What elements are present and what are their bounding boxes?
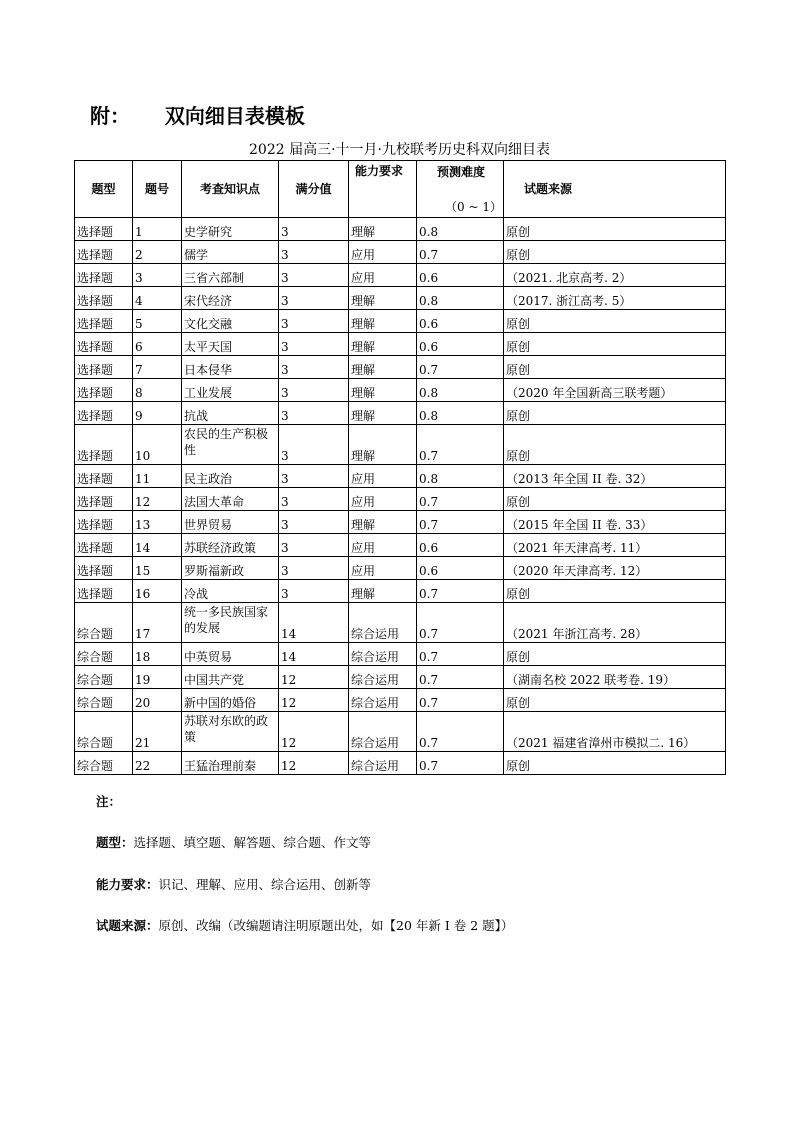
cell-score: 3: [279, 310, 349, 333]
cell-difficulty: 0.7: [417, 356, 504, 379]
cell-type: 选择题: [75, 557, 133, 580]
cell-knowledge: 宋代经济: [182, 287, 279, 310]
table-row: [75, 752, 726, 775]
header-type: 题型: [75, 161, 133, 218]
cell-score: 3: [279, 511, 349, 534]
cell-number: 16: [133, 580, 182, 603]
cell-difficulty: 0.7: [417, 603, 504, 643]
header-source: 试题来源: [504, 161, 726, 218]
cell-score: 12: [279, 666, 349, 689]
header-number: 题号: [133, 161, 182, 218]
cell-number: 17: [133, 603, 182, 643]
cell-difficulty: 0.7: [417, 752, 504, 775]
cell-knowledge: 抗战: [182, 402, 279, 425]
cell-difficulty: 0.7: [417, 425, 504, 465]
cell-source: 原创: [504, 333, 726, 356]
table-row: [75, 333, 726, 356]
cell-source: 原创: [504, 310, 726, 333]
table-row: [75, 218, 726, 241]
table-row: [75, 557, 726, 580]
cell-type: 综合题: [75, 643, 133, 666]
cell-source: 原创: [504, 241, 726, 264]
cell-type: 选择题: [75, 534, 133, 557]
cell-ability: 理解: [349, 218, 417, 241]
cell-ability: 应用: [349, 264, 417, 287]
header-ability: 能力要求: [349, 161, 417, 218]
cell-source: （2017. 浙江高考. 5）: [504, 287, 726, 310]
header-difficulty-range: （0 ~ 1）: [445, 200, 502, 214]
heading-prefix: 附：: [90, 104, 130, 128]
cell-knowledge: 工业发展: [182, 379, 279, 402]
cell-source: 原创: [504, 643, 726, 666]
cell-number: 12: [133, 488, 182, 511]
cell-source: （湖南名校 2022 联考卷. 19）: [504, 666, 726, 689]
cell-type: 选择题: [75, 241, 133, 264]
cell-knowledge: 冷战: [182, 580, 279, 603]
cell-difficulty: 0.7: [417, 689, 504, 712]
cell-score: 3: [279, 580, 349, 603]
cell-type: 选择题: [75, 356, 133, 379]
cell-score: 3: [279, 379, 349, 402]
note-type-label: 题型：: [96, 835, 134, 850]
cell-number: 9: [133, 402, 182, 425]
cell-difficulty: 0.7: [417, 511, 504, 534]
table-row: [75, 356, 726, 379]
note-ability: [96, 875, 371, 893]
cell-source: 原创: [504, 402, 726, 425]
cell-ability: 综合运用: [349, 752, 417, 775]
specification-table: [74, 160, 726, 775]
cell-score: 14: [279, 603, 349, 643]
notes-title: 注：: [96, 794, 122, 809]
cell-knowledge: 民主政治: [182, 465, 279, 488]
table-row: [75, 603, 726, 643]
cell-score: 12: [279, 689, 349, 712]
cell-ability: 应用: [349, 557, 417, 580]
cell-knowledge: 儒学: [182, 241, 279, 264]
cell-ability: 综合运用: [349, 603, 417, 643]
cell-type: 综合题: [75, 712, 133, 752]
note-source: [96, 916, 513, 934]
note-ability-text: 识记、理解、应用、综合运用、创新等: [158, 877, 372, 892]
table-row: [75, 666, 726, 689]
table-row: [75, 287, 726, 310]
cell-ability: 理解: [349, 310, 417, 333]
cell-type: 选择题: [75, 218, 133, 241]
cell-number: 1: [133, 218, 182, 241]
cell-ability: 理解: [349, 287, 417, 310]
cell-source: （2021 年天津高考. 11）: [504, 534, 726, 557]
cell-knowledge: 王猛治理前秦: [182, 752, 279, 775]
cell-source: 原创: [504, 752, 726, 775]
cell-number: 15: [133, 557, 182, 580]
cell-ability: 应用: [349, 488, 417, 511]
cell-score: 3: [279, 356, 349, 379]
table-row: [75, 310, 726, 333]
cell-type: 选择题: [75, 511, 133, 534]
cell-number: 18: [133, 643, 182, 666]
cell-ability: 理解: [349, 379, 417, 402]
cell-ability: 综合运用: [349, 689, 417, 712]
table-row: [75, 488, 726, 511]
cell-difficulty: 0.7: [417, 643, 504, 666]
cell-source: 原创: [504, 580, 726, 603]
note-question-type: [96, 833, 371, 851]
cell-knowledge: 农民的生产积极性: [182, 425, 279, 465]
cell-score: 3: [279, 488, 349, 511]
cell-score: 3: [279, 287, 349, 310]
cell-source: （2013 年全国 II 卷. 32）: [504, 465, 726, 488]
cell-score: 3: [279, 534, 349, 557]
cell-type: 选择题: [75, 287, 133, 310]
cell-number: 21: [133, 712, 182, 752]
cell-knowledge: 法国大革命: [182, 488, 279, 511]
cell-difficulty: 0.6: [417, 534, 504, 557]
cell-knowledge: 统一多民族国家的发展: [182, 603, 279, 643]
cell-number: 2: [133, 241, 182, 264]
table-row: [75, 402, 726, 425]
cell-type: 综合题: [75, 666, 133, 689]
cell-knowledge: 罗斯福新政: [182, 557, 279, 580]
table-row: [75, 511, 726, 534]
cell-score: 3: [279, 333, 349, 356]
cell-ability: 综合运用: [349, 643, 417, 666]
cell-score: 3: [279, 402, 349, 425]
cell-type: 选择题: [75, 580, 133, 603]
page-heading: [90, 100, 305, 129]
cell-number: 20: [133, 689, 182, 712]
cell-difficulty: 0.6: [417, 557, 504, 580]
cell-ability: 理解: [349, 511, 417, 534]
cell-number: 22: [133, 752, 182, 775]
cell-source: （2021 年浙江高考. 28）: [504, 603, 726, 643]
cell-score: 3: [279, 218, 349, 241]
cell-knowledge: 中国共产党: [182, 666, 279, 689]
cell-difficulty: 0.6: [417, 333, 504, 356]
cell-source: （2020 年全国新高三联考题）: [504, 379, 726, 402]
cell-number: 10: [133, 425, 182, 465]
cell-difficulty: 0.7: [417, 488, 504, 511]
cell-score: 3: [279, 241, 349, 264]
table-row: [75, 465, 726, 488]
cell-source: 原创: [504, 218, 726, 241]
cell-type: 综合题: [75, 752, 133, 775]
cell-score: 3: [279, 557, 349, 580]
table-row: [75, 425, 726, 465]
table-row: [75, 241, 726, 264]
header-knowledge: 考查知识点: [182, 161, 279, 218]
cell-ability: 理解: [349, 356, 417, 379]
note-source-text: 原创、改编（改编题请注明原题出处，如【20 年新 I 卷 2 题】）: [158, 918, 514, 933]
cell-difficulty: 0.7: [417, 712, 504, 752]
cell-ability: 综合运用: [349, 666, 417, 689]
cell-knowledge: 太平天国: [182, 333, 279, 356]
heading-title: 双向细目表模板: [164, 104, 305, 128]
cell-number: 13: [133, 511, 182, 534]
header-difficulty: [417, 161, 504, 218]
cell-score: 3: [279, 425, 349, 465]
table-row: [75, 534, 726, 557]
cell-score: 14: [279, 643, 349, 666]
cell-difficulty: 0.7: [417, 580, 504, 603]
cell-score: 12: [279, 752, 349, 775]
cell-difficulty: 0.6: [417, 264, 504, 287]
cell-number: 14: [133, 534, 182, 557]
cell-difficulty: 0.7: [417, 241, 504, 264]
cell-type: 选择题: [75, 425, 133, 465]
cell-difficulty: 0.7: [417, 666, 504, 689]
cell-type: 选择题: [75, 333, 133, 356]
header-score: 满分值: [279, 161, 349, 218]
cell-ability: 理解: [349, 580, 417, 603]
cell-ability: 应用: [349, 465, 417, 488]
table-body: [75, 218, 726, 775]
cell-knowledge: 新中国的婚俗: [182, 689, 279, 712]
cell-source: 原创: [504, 689, 726, 712]
cell-number: 5: [133, 310, 182, 333]
cell-score: 3: [279, 465, 349, 488]
cell-knowledge: 苏联经济政策: [182, 534, 279, 557]
table-title: 2022 届高三·十一月·九校联考历史科双向细目表: [249, 142, 550, 158]
note-type-text: 选择题、填空题、解答题、综合题、作文等: [133, 835, 372, 850]
cell-type: 综合题: [75, 689, 133, 712]
table-row: [75, 580, 726, 603]
table-header-row: [75, 161, 726, 218]
cell-number: 7: [133, 356, 182, 379]
cell-source: 原创: [504, 488, 726, 511]
table-row: [75, 712, 726, 752]
cell-knowledge: 文化交融: [182, 310, 279, 333]
cell-source: （2015 年全国 II 卷. 33）: [504, 511, 726, 534]
note-source-label: 试题来源：: [96, 918, 159, 933]
cell-source: （2020 年天津高考. 12）: [504, 557, 726, 580]
cell-source: 原创: [504, 425, 726, 465]
cell-knowledge: 史学研究: [182, 218, 279, 241]
cell-source: 原创: [504, 356, 726, 379]
cell-knowledge: 苏联对东欧的政策: [182, 712, 279, 752]
cell-difficulty: 0.6: [417, 310, 504, 333]
cell-difficulty: 0.8: [417, 287, 504, 310]
table-row: [75, 379, 726, 402]
cell-ability: 应用: [349, 534, 417, 557]
table-row: [75, 689, 726, 712]
cell-ability: 理解: [349, 402, 417, 425]
cell-number: 8: [133, 379, 182, 402]
cell-type: 选择题: [75, 310, 133, 333]
cell-source: （2021 福建省漳州市模拟二. 16）: [504, 712, 726, 752]
cell-difficulty: 0.8: [417, 402, 504, 425]
cell-knowledge: 中英贸易: [182, 643, 279, 666]
note-ability-label: 能力要求：: [96, 877, 159, 892]
cell-type: 选择题: [75, 488, 133, 511]
cell-difficulty: 0.8: [417, 218, 504, 241]
cell-knowledge: 日本侵华: [182, 356, 279, 379]
cell-number: 19: [133, 666, 182, 689]
cell-type: 选择题: [75, 402, 133, 425]
cell-type: 选择题: [75, 465, 133, 488]
cell-score: 3: [279, 264, 349, 287]
cell-ability: 理解: [349, 425, 417, 465]
cell-number: 6: [133, 333, 182, 356]
cell-difficulty: 0.8: [417, 379, 504, 402]
cell-number: 11: [133, 465, 182, 488]
cell-type: 选择题: [75, 379, 133, 402]
cell-ability: 理解: [349, 333, 417, 356]
cell-type: 选择题: [75, 264, 133, 287]
cell-ability: 综合运用: [349, 712, 417, 752]
cell-difficulty: 0.8: [417, 465, 504, 488]
table-row: [75, 643, 726, 666]
cell-ability: 应用: [349, 241, 417, 264]
cell-score: 12: [279, 712, 349, 752]
cell-knowledge: 世界贸易: [182, 511, 279, 534]
cell-type: 综合题: [75, 603, 133, 643]
table-row: [75, 264, 726, 287]
cell-number: 3: [133, 264, 182, 287]
cell-knowledge: 三省六部制: [182, 264, 279, 287]
header-difficulty-label: 预测难度: [437, 165, 486, 179]
cell-number: 4: [133, 287, 182, 310]
cell-source: （2021. 北京高考. 2）: [504, 264, 726, 287]
